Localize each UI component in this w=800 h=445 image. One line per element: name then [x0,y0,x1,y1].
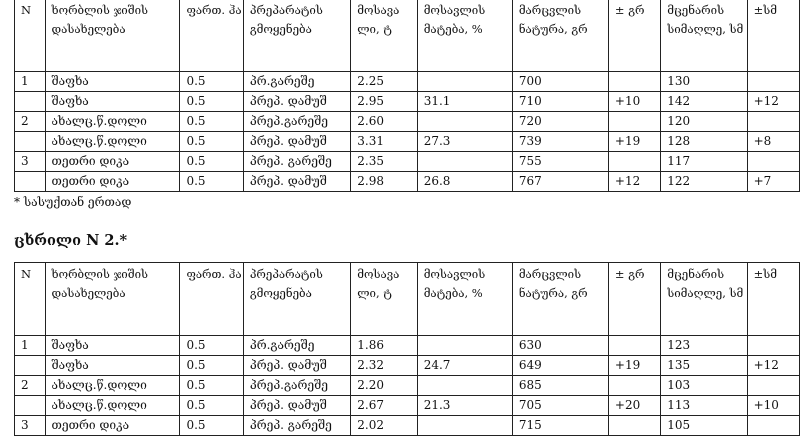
table-cell: 0.5 [180,356,243,376]
table-cell: 135 [661,356,747,376]
table-cell [608,416,660,436]
table-cell: შაფხა [45,72,180,92]
table-cell: 720 [512,112,608,132]
table-cell: 2.67 [351,396,417,416]
table-cell: +10 [608,92,660,112]
table-cell [417,376,512,396]
table-cell: 3.31 [351,132,417,152]
table-cell: 117 [661,152,747,172]
table-cell: 755 [512,152,608,172]
column-header: მოსავლის მატება, % [417,0,512,72]
table-cell: შაფხა [45,92,180,112]
table-cell: +10 [747,396,799,416]
table-cell: 2.02 [351,416,417,436]
column-header: ფართ. ჰა [180,0,243,72]
table-cell [608,336,660,356]
table-cell [15,396,46,416]
table-cell: ახალც.წ.დოლი [45,132,180,152]
table-cell: ახალც.წ.დოლი [45,112,180,132]
table-cell: +8 [747,132,799,152]
footnote: * სასუქთან ერთად [14,195,132,209]
table-cell: თეთრი დიკა [45,172,180,192]
table-row [15,112,800,132]
table-row [15,396,800,416]
table-cell: 0.5 [180,112,243,132]
table-cell [747,376,799,396]
column-header: ± გრ [608,0,660,72]
table-cell: პრეპ. გარეშე [243,416,350,436]
table-cell: პრეპ.გარეშე [243,112,350,132]
column-header: ±სმ [747,0,799,72]
table-cell: +12 [747,92,799,112]
table-cell [608,376,660,396]
table-cell: 0.5 [180,336,243,356]
table-cell: 2.32 [351,356,417,376]
column-header: მცენარის სიმაღლე, სმ [661,0,747,72]
table-cell: 0.5 [180,72,243,92]
column-header: მარცვლის ნატურა, გრ [512,0,608,72]
table-cell [15,92,46,112]
table-cell: 0.5 [180,132,243,152]
column-header: პრეპარატის გმოყენება [243,263,350,336]
table-cell: 27.3 [417,132,512,152]
table-cell: თეთრი დიკა [45,152,180,172]
table-cell: 130 [661,72,747,92]
table-cell: 2 [15,376,46,396]
table-cell [608,112,660,132]
table-cell: 3 [15,416,46,436]
table-cell: პრეპ.გარეშე [243,376,350,396]
table-cell: +19 [608,356,660,376]
table-cell: +12 [608,172,660,192]
table-cell: თეთრი დიკა [45,416,180,436]
table-row [15,336,800,356]
table-cell: 24.7 [417,356,512,376]
table-cell: 128 [661,132,747,152]
table-2-caption: ცხრილი N 2.* [14,232,128,249]
table-cell: 739 [512,132,608,152]
table-cell [417,416,512,436]
table-cell: +7 [747,172,799,192]
table-2 [14,262,800,436]
column-header: ხორბლის ჯიშის დასახელება [45,263,180,336]
table-cell: პრეპ. დამუშ [243,92,350,112]
table-row [15,376,800,396]
table-cell: 105 [661,416,747,436]
column-header: მარცვლის ნატურა, გრ [512,263,608,336]
table-cell: 0.5 [180,92,243,112]
table-cell: 2.98 [351,172,417,192]
table-cell: 2.25 [351,72,417,92]
table-cell: 0.5 [180,396,243,416]
table-cell: 0.5 [180,152,243,172]
header-row [15,0,800,72]
table-cell: 710 [512,92,608,112]
table-cell [747,112,799,132]
column-header: მოსავა ლი, ტ [351,0,417,72]
column-header: მოსავა ლი, ტ [351,263,417,336]
table-cell: 649 [512,356,608,376]
table-cell: 1 [15,72,46,92]
table-cell [608,72,660,92]
table-cell: 123 [661,336,747,356]
table-cell [15,172,46,192]
table-cell [747,336,799,356]
table-cell: 1 [15,336,46,356]
table-cell [747,152,799,172]
table-1 [14,0,800,192]
column-header: ± გრ [608,263,660,336]
table-cell: 21.3 [417,396,512,416]
table-cell: პრ.გარეშე [243,336,350,356]
table-cell: პრ.გარეშე [243,72,350,92]
table-cell [747,72,799,92]
table-cell: 685 [512,376,608,396]
table-cell: შაფხა [45,356,180,376]
column-header: პრეპარატის გმოყენება [243,0,350,72]
table-row [15,132,800,152]
table-row [15,72,800,92]
table-cell: 2.60 [351,112,417,132]
table-row [15,152,800,172]
table-cell: 26.8 [417,172,512,192]
table-cell: 715 [512,416,608,436]
table-cell: პრეპ. დამუშ [243,132,350,152]
table-cell: პრეპ. დამუშ [243,356,350,376]
column-header: ფართ. ჰა [180,263,243,336]
table-cell: 113 [661,396,747,416]
table-cell: ახალც.წ.დოლი [45,376,180,396]
column-header: N [15,0,46,72]
table-cell: 1.86 [351,336,417,356]
column-header: N [15,263,46,336]
table-cell: 0.5 [180,172,243,192]
table-cell [15,132,46,152]
table-cell: 142 [661,92,747,112]
table-cell: +12 [747,356,799,376]
table-cell: 122 [661,172,747,192]
table-cell: 31.1 [417,92,512,112]
table-cell: 2.95 [351,92,417,112]
table-cell [417,152,512,172]
table-cell [15,356,46,376]
table-cell: 705 [512,396,608,416]
table-cell: პრეპ. გარეშე [243,152,350,172]
table-cell: პრეპ. დამუშ [243,396,350,416]
table-cell: 2.20 [351,376,417,396]
table-cell [417,72,512,92]
header-row [15,263,800,336]
table-row [15,92,800,112]
table-row [15,416,800,436]
table-cell: 120 [661,112,747,132]
table-cell: პრეპ. დამუშ [243,172,350,192]
column-header: მოსავლის მატება, % [417,263,512,336]
table-cell: ახალც.წ.დოლი [45,396,180,416]
column-header: ±სმ [747,263,799,336]
table-cell: 630 [512,336,608,356]
table-cell: +20 [608,396,660,416]
table-cell: 700 [512,72,608,92]
column-header: მცენარის სიმაღლე, სმ [661,263,747,336]
table-cell: +19 [608,132,660,152]
table-cell: 103 [661,376,747,396]
column-header: ხორბლის ჯიშის დასახელება [45,0,180,72]
table-cell: 2 [15,112,46,132]
table-row [15,356,800,376]
table-cell: 767 [512,172,608,192]
table-cell [608,152,660,172]
table-cell [417,112,512,132]
table-cell: შაფხა [45,336,180,356]
table-cell [747,416,799,436]
table-cell [417,336,512,356]
table-cell: 3 [15,152,46,172]
table-cell: 0.5 [180,416,243,436]
table-cell: 0.5 [180,376,243,396]
table-cell: 2.35 [351,152,417,172]
table-row [15,172,800,192]
